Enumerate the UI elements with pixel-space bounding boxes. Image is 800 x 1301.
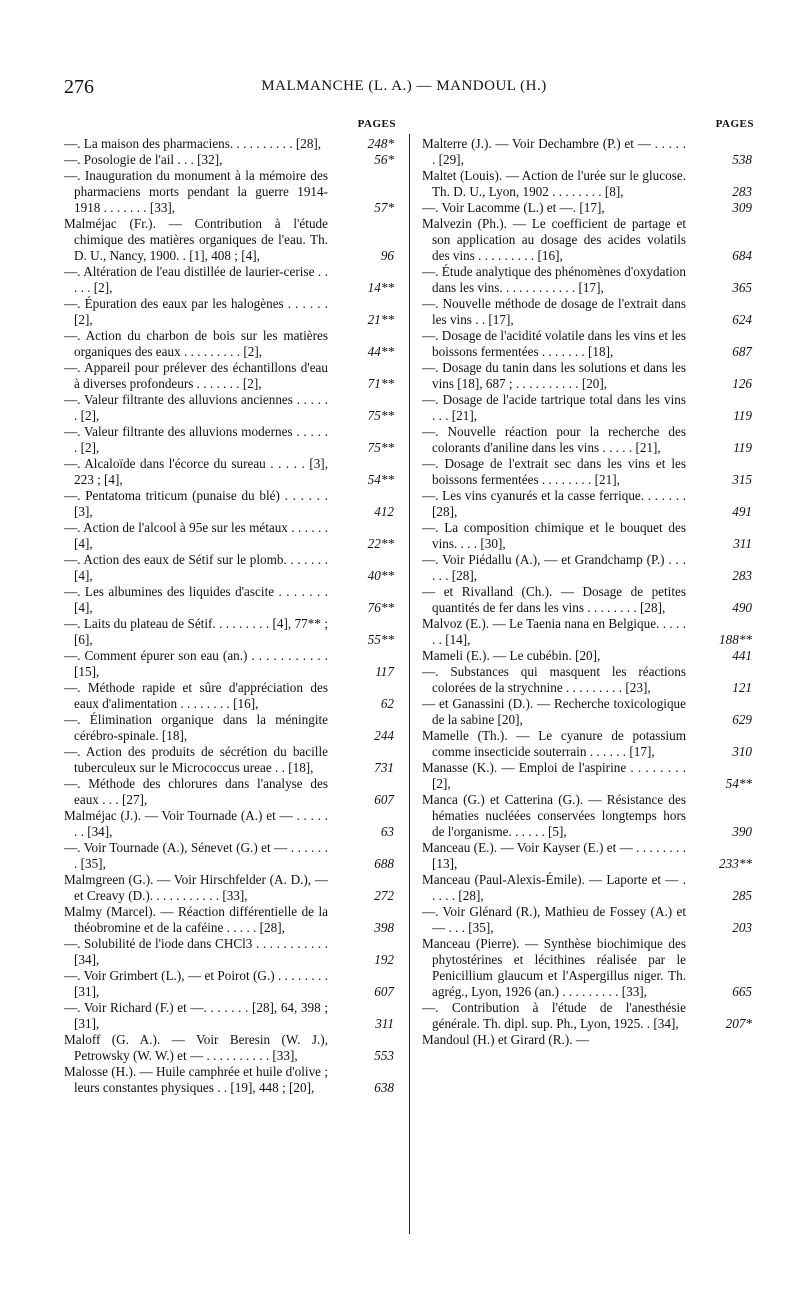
index-entry [64,648,396,680]
entry-page: 55** [367,632,394,647]
index-entry [422,264,754,296]
entry-text: —. Contribution à l'étude de l'anesthésie générale. Th. dipl. sup. Ph., Lyon, 1925. . [34], [422,1000,686,1031]
index-entry [422,456,754,488]
entry-page: 233** [719,856,752,871]
entry-text: Manceau (Paul-Alexis-Émile). — Laporte et — . . . . . [28], [422,872,686,903]
index-entry [64,776,396,808]
entry-text: —. Solubilité de l'iode dans CHCl3 . . . . . . . . . . . [34], [64,936,328,967]
entry-text: Malméjac (J.). — Voir Tournade (A.) et — . . . . . . . [34], [64,808,328,839]
index-column-right [422,118,754,1048]
index-entry [64,1032,396,1064]
entry-page: 121 [732,680,752,695]
entry-text: —. Épuration des eaux par les halogènes . . . . . . [2], [64,296,328,327]
entry-page: 311 [733,536,752,551]
entry-page: 665 [732,984,752,999]
entry-text: —. Posologie de l'ail . . . [32], [64,152,223,167]
entry-text: —. La maison des pharmaciens. . . . . . . . . . [28], [64,136,322,151]
entry-text: —. Inauguration du monument à la mémoire des pharmaciens morts pendant la guerre 1914-1918 . . . . . . . [33], [64,168,328,215]
entry-text: Malvezin (Ph.). — Le coefficient de partage et son application au dosage des acides volatils des vins . . . . . . . . . [16], [422,216,686,263]
index-entry [64,808,396,840]
entry-page: 684 [732,248,752,263]
entry-text: —. Étude analytique des phénomènes d'oxydation dans les vins. . . . . . . . . . . . [17], [422,264,686,295]
entry-text: — et Rivalland (Ch.). — Dosage de petites quantités de fer dans les vins . . . . . . . . [28], [422,584,686,615]
index-entry [64,424,396,456]
entry-text: —. Nouvelle méthode de dosage de l'extrait dans les vins . . [17], [422,296,686,327]
entry-page: 96 [380,248,394,263]
entry-text: —. Laits du plateau de Sétif. . . . . . . . . [4], 77** ; [6], [64,616,328,647]
entry-text: —. Action des produits de sécrétion du bacille tuberculeux sur le Micrococcus ureae . . [18], [64,744,328,775]
entry-page: 119 [733,408,752,423]
entry-page: 126 [732,376,752,391]
entry-text: Malmy (Marcel). — Réaction différentielle de la théobromine et de la caféine . . . . . [28], [64,904,328,935]
entry-text: —. Action de l'alcool à 95e sur les métaux . . . . . . [4], [64,520,328,551]
index-entry [64,552,396,584]
entry-text: —. Élimination organique dans la méningite cérébro-spinale. [18], [64,712,328,743]
entry-page: 192 [374,952,394,967]
entry-page: 629 [732,712,752,727]
entry-text: —. Dosage du tanin dans les solutions et dans les vins [18], 687 ; . . . . . . . . . . [20], [422,360,686,391]
entry-text: Manceau (Pierre). — Synthèse biochimique des phytostérines et lécithines réalisée par le Penicillium glaucum et l'Aspergillus niger. Th. agrég., Lyon, 1926 (an.) . . . . . . . . . [33], [422,936,686,999]
entry-text: —. Les vins cyanurés et la casse ferrique. . . . . . . [28], [422,488,686,519]
pages-column-label: PAGES [357,118,396,130]
entry-page: 624 [732,312,752,327]
entry-page: 441 [732,648,752,663]
index-entry [422,584,754,616]
entry-text: Mamelle (Th.). — Le cyanure de potassium comme insecticide souterrain . . . . . . [17], [422,728,686,759]
entry-page: 490 [732,600,752,615]
index-entry [422,936,754,1000]
index-entry [422,488,754,520]
entry-text: —. Les albumines des liquides d'ascite . . . . . . . [4], [64,584,328,615]
index-entry [422,168,754,200]
entry-page: 54** [725,776,752,791]
index-entry [422,648,754,664]
entry-page: 40** [367,568,394,583]
entry-text: —. Nouvelle réaction pour la recherche des colorants d'aniline dans les vins . . . . . [21], [422,424,686,455]
entry-text: Malvoz (E.). — Le Taenia nana en Belgique. . . . . . . [14], [422,616,686,647]
entry-text: Manasse (K.). — Emploi de l'aspirine . . . . . . . . [2], [422,760,686,791]
index-entry [64,328,396,360]
entry-page: 57* [374,200,394,215]
index-entry [422,696,754,728]
entry-page: 22** [367,536,394,551]
entry-page: 244 [374,728,394,743]
index-entry [64,968,396,1000]
index-entry [64,360,396,392]
page-number: 276 [64,76,94,98]
index-entry [64,152,396,168]
entry-page: 309 [732,200,752,215]
index-entry [64,936,396,968]
entry-text: —. Altération de l'eau distillée de laurier-cerise . . . . . [2], [64,264,328,295]
entry-text: —. Voir Lacomme (L.) et —. [17], [422,200,605,215]
entry-page: 203 [732,920,752,935]
entry-page: 283 [732,184,752,199]
entry-page: 75** [367,440,394,455]
index-entry [64,744,396,776]
entry-text: Malterre (J.). — Voir Dechambre (P.) et — . . . . . . [29], [422,136,686,167]
entry-page: 76** [367,600,394,615]
index-entry [422,792,754,840]
index-entry [422,840,754,872]
entry-list [64,136,396,1096]
entry-text: — et Ganassini (D.). — Recherche toxicologique de la sabine [20], [422,696,686,727]
entry-page: 285 [732,888,752,903]
entry-text: Manceau (E.). — Voir Kayser (E.) et — . . . . . . . . [13], [422,840,686,871]
index-entry [422,728,754,760]
entry-text: Maloff (G. A.). — Voir Beresin (W. J.), Petrowsky (W. W.) et — . . . . . . . . . . [33], [64,1032,328,1063]
entry-page: 538 [732,152,752,167]
running-head: MALMANCHE (L. A.) — MANDOUL (H.) [261,78,547,94]
index-entry [64,456,396,488]
entry-page: 75** [367,408,394,423]
entry-text: Mameli (E.). — Le cubébin. [20], [422,648,601,663]
entry-text: —. Pentatoma triticum (punaise du blé) . . . . . . [3], [64,488,328,519]
entry-page: 117 [375,664,394,679]
index-entry [422,216,754,264]
entry-text: —. Alcaloïde dans l'écorce du sureau . . . . . [3], 223 ; [4], [64,456,328,487]
entry-text: —. Valeur filtrante des alluvions anciennes . . . . . . [2], [64,392,328,423]
entry-page: 315 [732,472,752,487]
entry-page: 491 [732,504,752,519]
entry-page: 688 [374,856,394,871]
index-entry [64,840,396,872]
index-entry [64,680,396,712]
entry-text: —. Dosage de l'acide tartrique total dans les vins . . . [21], [422,392,686,423]
index-entry [422,664,754,696]
entry-text: Mandoul (H.) et Girard (R.). — [422,1032,590,1047]
page-header [64,76,744,100]
entry-text: —. Action du charbon de bois sur les matières organiques des eaux . . . . . . . . . [2], [64,328,328,359]
entry-page: 272 [374,888,394,903]
index-entry [64,392,396,424]
index-entry [422,200,754,216]
index-entry [64,264,396,296]
index-entry [422,520,754,552]
index-entry [422,392,754,424]
entry-page: 207* [725,1016,752,1031]
index-entry [422,136,754,168]
entry-text: —. Voir Grimbert (L.), — et Poirot (G.) . . . . . . . . [31], [64,968,328,999]
entry-page: 311 [375,1016,394,1031]
entry-page: 14** [367,280,394,295]
entry-text: —. Dosage de l'acidité volatile dans les vins et les boissons fermentées . . . . . . . [18], [422,328,686,359]
entry-page: 248* [367,136,394,151]
index-entry [422,296,754,328]
index-entry [64,488,396,520]
entry-text: —. Dosage de l'extrait sec dans les vins et les boissons fermentées . . . . . . . . [21], [422,456,686,487]
entry-page: 553 [374,1048,394,1063]
entry-text: —. Voir Glénard (R.), Mathieu de Fossey (A.) et — . . . [35], [422,904,686,935]
entry-page: 63 [380,824,394,839]
index-entry [422,328,754,360]
index-entry [422,424,754,456]
entry-page: 731 [374,760,394,775]
entry-page: 44** [367,344,394,359]
index-entry [64,520,396,552]
index-entry [64,584,396,616]
index-entry [64,616,396,648]
index-entry [64,1000,396,1032]
entry-text: —. Voir Piédallu (A.), — et Grandchamp (P.) . . . . . . [28], [422,552,686,583]
entry-text: Malméjac (Fr.). — Contribution à l'étude chimique des matières organiques de l'eau. Th. D. U., Nancy, 1900. . [1], 408 ; [4], [64,216,328,263]
index-entry [64,216,396,264]
entry-text: —. Action des eaux de Sétif sur le plomb. . . . . . . [4], [64,552,328,583]
entry-page: 54** [367,472,394,487]
index-entry [64,168,396,216]
entry-text: Manca (G.) et Catterina (G.). — Résistance des hématies nucléées conservées longtemps hors de l'organisme. . . . . . [5], [422,792,686,839]
entry-page: 283 [732,568,752,583]
entry-page: 365 [732,280,752,295]
entry-page: 607 [374,984,394,999]
column-divider [409,134,410,1234]
entry-text: —. Appareil pour prélever des échantillons d'eau à diverses profondeurs . . . . . . . [2], [64,360,328,391]
entry-page: 119 [733,440,752,455]
entry-page: 188** [719,632,752,647]
index-column-left [64,118,396,1096]
entry-page: 398 [374,920,394,935]
entry-page: 607 [374,792,394,807]
entry-page: 638 [374,1080,394,1095]
index-entry [422,1000,754,1032]
entry-list [422,136,754,1048]
index-entry [422,616,754,648]
index-entry [422,904,754,936]
entry-page: 56* [374,152,394,167]
index-entry [422,760,754,792]
entry-text: —. Substances qui masquent les réactions colorées de la strychnine . . . . . . . . . [23], [422,664,686,695]
pages-column-label: PAGES [715,118,754,130]
entry-text: —. La composition chimique et le bouquet des vins. . . . [30], [422,520,686,551]
entry-page: 687 [732,344,752,359]
index-entry [64,136,396,152]
entry-page: 71** [367,376,394,391]
entry-text: —. Méthode rapide et sûre d'appréciation des eaux d'alimentation . . . . . . . . [16], [64,680,328,711]
entry-page: 21** [367,312,394,327]
index-entry [422,872,754,904]
index-entry [422,360,754,392]
index-entry [64,872,396,904]
entry-page: 390 [732,824,752,839]
entry-text: Malosse (H.). — Huile camphrée et huile d'olive ; leurs constantes physiques . . [19], 448 ; [20], [64,1064,328,1095]
entry-text: —. Voir Richard (F.) et —. . . . . . . [28], 64, 398 ; [31], [64,1000,328,1031]
index-entry [64,712,396,744]
index-entry [422,1032,754,1048]
entry-text: —. Méthode des chlorures dans l'analyse des eaux . . . [27], [64,776,328,807]
index-entry [422,552,754,584]
index-entry [64,1064,396,1096]
index-entry [64,296,396,328]
entry-text: —. Voir Tournade (A.), Sénevet (G.) et — . . . . . . . [35], [64,840,328,871]
entry-text: —. Comment épurer son eau (an.) . . . . . . . . . . . [15], [64,648,328,679]
entry-page: 412 [374,504,394,519]
entry-text: —. Valeur filtrante des alluvions modernes . . . . . . [2], [64,424,328,455]
entry-page: 62 [380,696,394,711]
entry-text: Maltet (Louis). — Action de l'urée sur le glucose. Th. D. U., Lyon, 1902 . . . . . . . . [8], [422,168,686,199]
entry-text: Malmgreen (G.). — Voir Hirschfelder (A. D.), — et Creavy (D.). . . . . . . . . . . [33], [64,872,328,903]
entry-page: 310 [732,744,752,759]
index-entry [64,904,396,936]
